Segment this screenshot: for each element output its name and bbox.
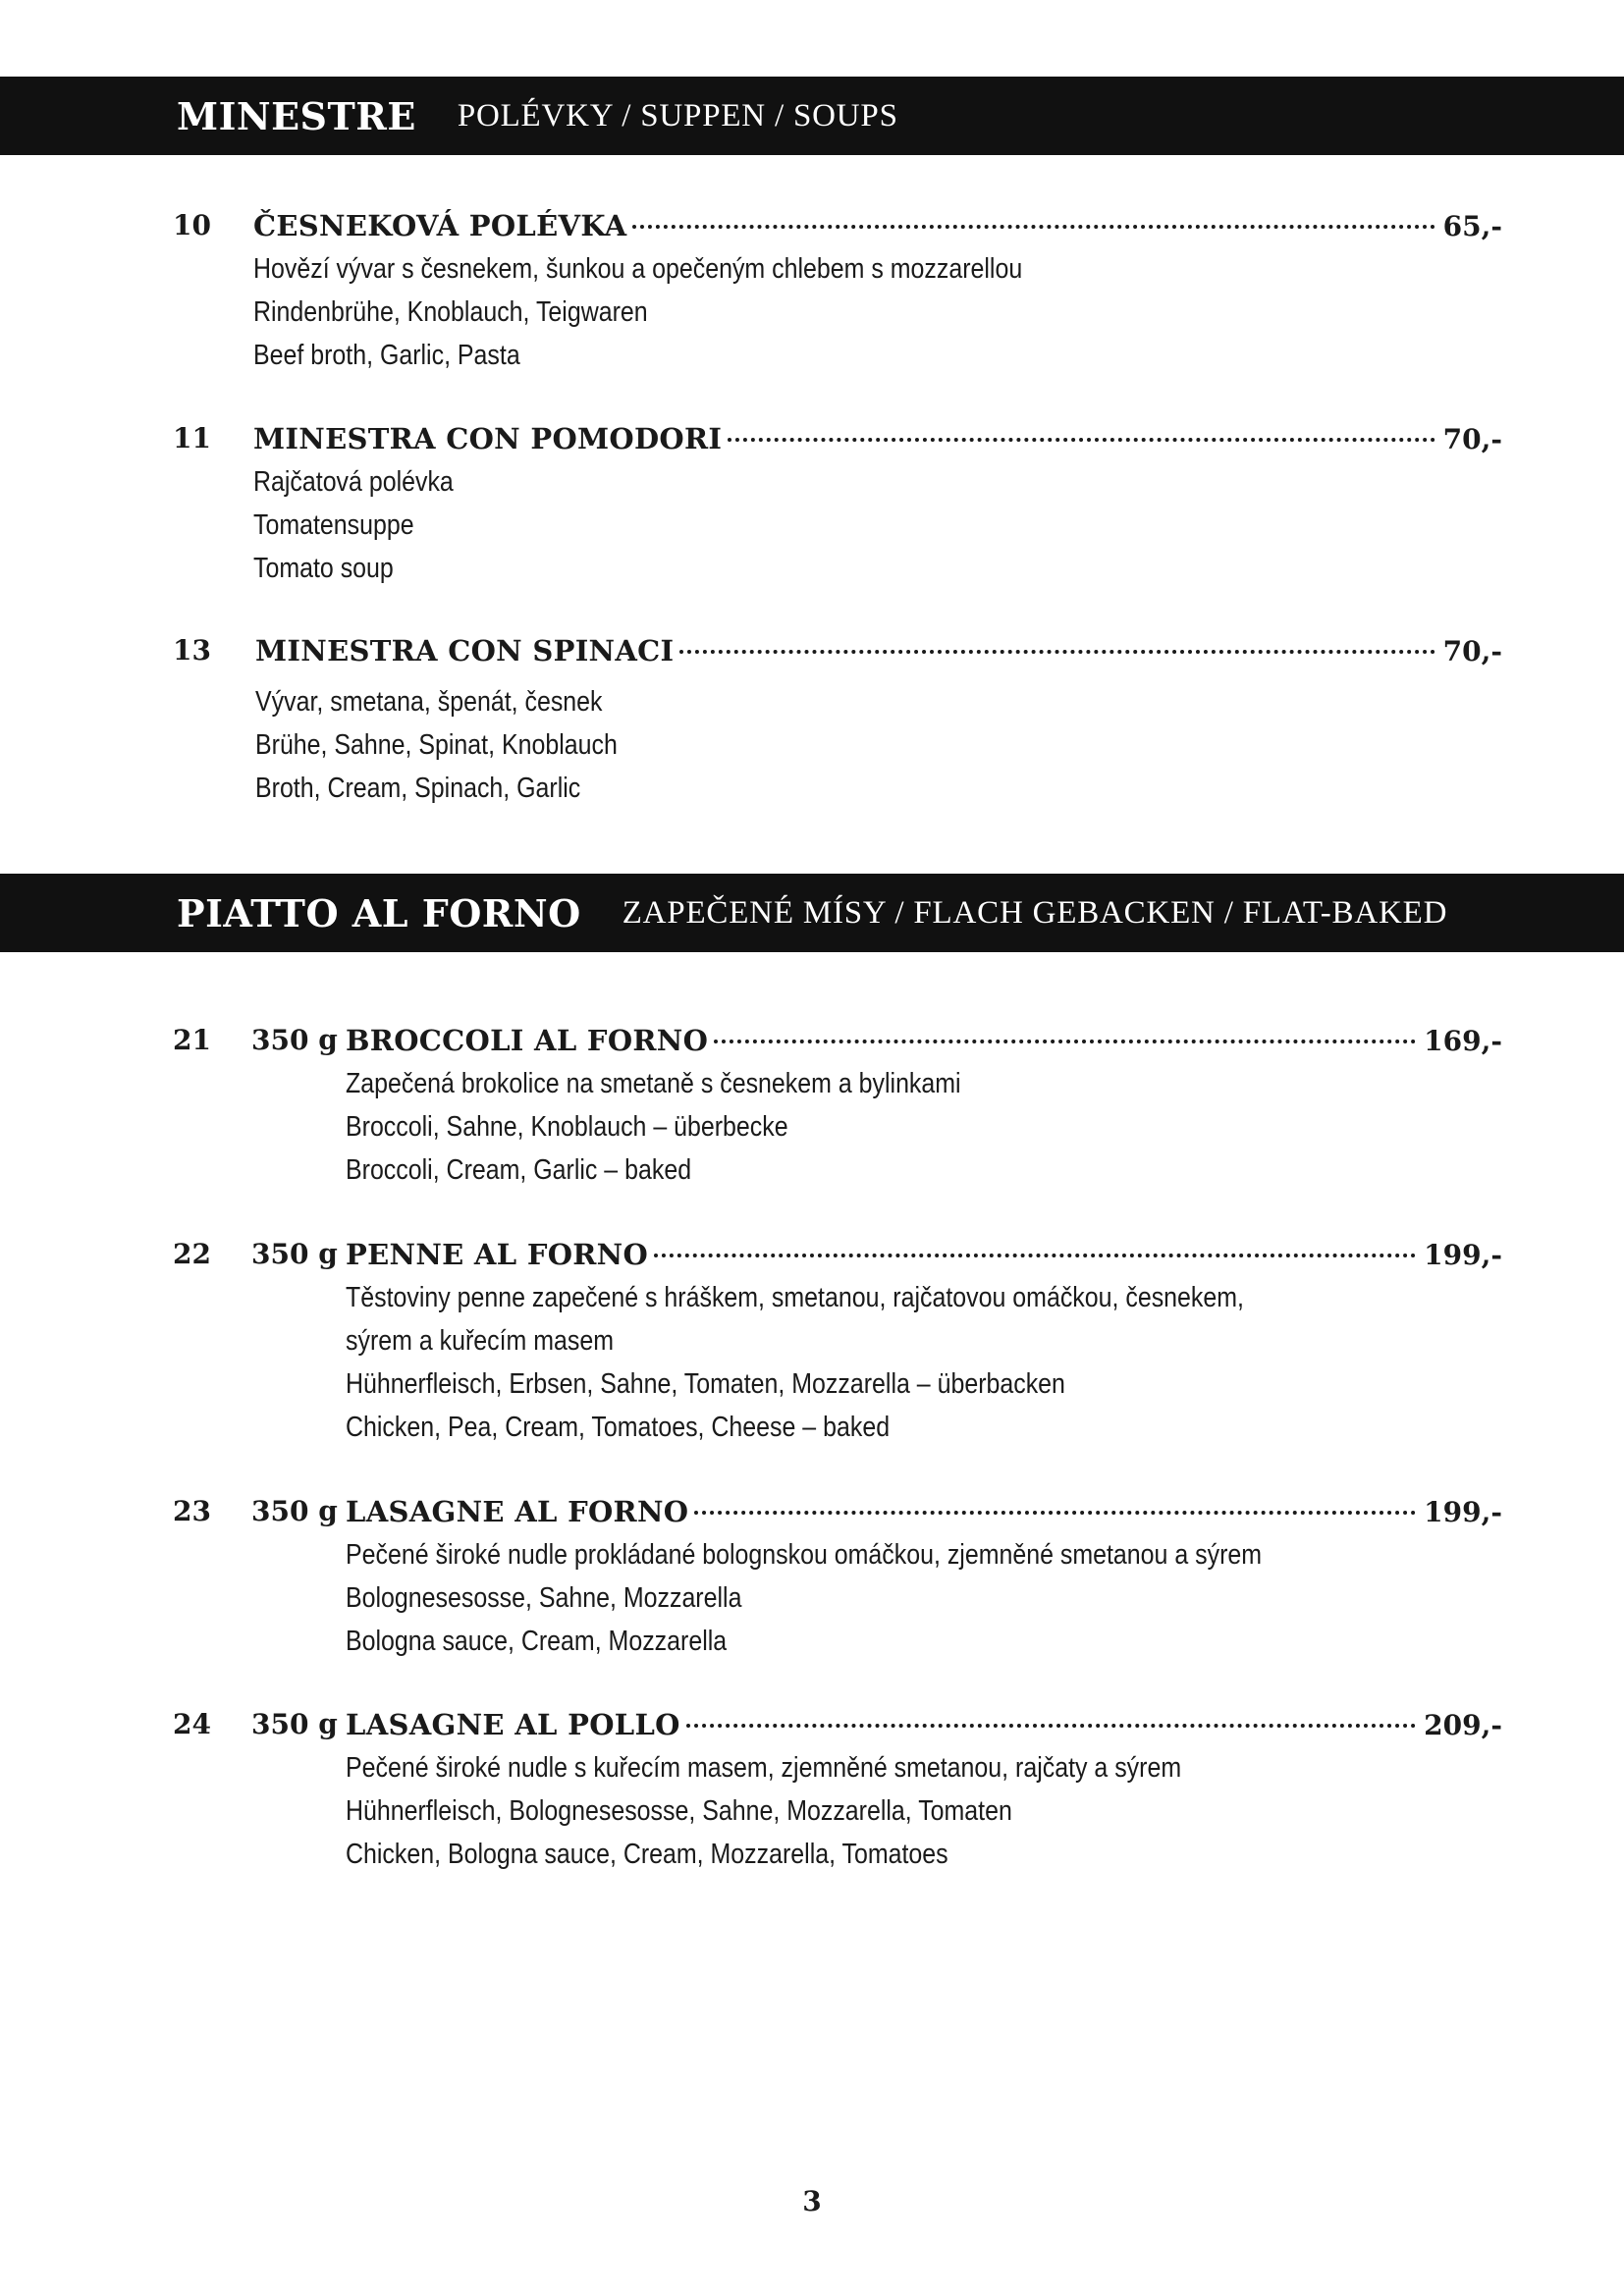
item-weight: 350 g [251,1495,338,1527]
item-name: LASAGNE AL FORNO [346,1495,689,1528]
description-line: Pečené široké nudle s kuřecím masem, zjemněné smetanou, rajčaty a sýrem [346,1752,1182,1784]
item-price: 199,- [1424,1496,1502,1528]
description-line: Hühnerfleisch, Bolognesesosse, Sahne, Mozzarella, Tomaten [346,1795,1012,1827]
item-head [346,1233,1502,1277]
description-line: Těstoviny penne zapečené s hráškem, smetanou, rajčatovou omáčkou, česnekem, [346,1282,1244,1313]
item-name: MINESTRA CON SPINACI [255,634,675,667]
description-line: Vývar, smetana, špenát, česnek [255,686,603,718]
description-line: Broccoli, Cream, Garlic – baked [346,1154,692,1186]
description-line: Bologna sauce, Cream, Mozzarella [346,1626,728,1657]
description-line: Tomato soup [253,553,394,584]
dot-leader [632,225,1435,229]
item-number: 10 [173,209,211,241]
page-number: 3 [802,2185,822,2217]
description-line: Bolognesesosse, Sahne, Mozzarella [346,1582,742,1614]
description-line: Rindenbrühe, Knoblauch, Teigwaren [253,296,648,328]
item-price: 70,- [1442,635,1502,667]
description-line: Hühnerfleisch, Erbsen, Sahne, Tomaten, Mozzarella – überbacken [346,1368,1065,1400]
item-number: 24 [173,1708,211,1740]
description-line: Broth, Cream, Spinach, Garlic [255,773,581,804]
item-name: MINESTRA CON POMODORI [253,422,723,455]
item-head [253,204,1502,248]
description-line: sýrem a kuřecím masem [346,1325,615,1357]
item-name: ČESNEKOVÁ POLÉVKA [253,209,627,242]
item-description [346,1062,961,1192]
dot-leader [694,1511,1416,1515]
item-price: 65,- [1442,210,1502,242]
description-line: Chicken, Bologna sauce, Cream, Mozzarella, Tomatoes [346,1839,948,1870]
dot-leader [728,438,1435,442]
dot-leader [686,1724,1416,1728]
item-price: 70,- [1442,423,1502,455]
item-name: BROCCOLI AL FORNO [346,1024,709,1057]
section-subtitle: POLÉVKY / SUPPEN / SOUPS [457,97,898,133]
section-header-flat-baked [0,874,1624,952]
description-line: Hovězí vývar s česnekem, šunkou a opečeným chlebem s mozzarellou [253,253,1023,285]
item-weight: 350 g [251,1238,338,1270]
description-line: Zapečená brokolice na smetaně s česnekem a bylinkami [346,1068,961,1099]
description-line: Rajčatová polévka [253,466,454,498]
item-number: 23 [173,1495,211,1527]
item-description [346,1746,1181,1876]
item-description [253,460,454,590]
section-subtitle: ZAPEČENÉ MÍSY / FLACH GEBACKEN / FLAT-BAKED [622,894,1448,931]
section-title: PIATTO AL FORNO [177,890,581,935]
item-number: 21 [173,1024,211,1056]
item-head [253,417,1502,461]
item-weight: 350 g [251,1024,338,1056]
item-head [346,1703,1502,1747]
description-line: Beef broth, Garlic, Pasta [253,340,520,371]
item-description [255,680,618,810]
dot-leader [654,1254,1416,1257]
item-description [253,247,1022,377]
item-number: 11 [173,422,211,454]
description-line: Brühe, Sahne, Spinat, Knoblauch [255,729,618,761]
item-price: 169,- [1424,1025,1502,1057]
item-weight: 350 g [251,1708,338,1740]
item-price: 199,- [1424,1239,1502,1271]
description-line: Chicken, Pea, Cream, Tomatoes, Cheese – baked [346,1412,891,1443]
dot-leader [714,1040,1416,1043]
description-line: Broccoli, Sahne, Knoblauch – überbecke [346,1111,788,1143]
item-number: 13 [173,634,211,667]
item-name: PENNE AL FORNO [346,1238,649,1271]
item-name: LASAGNE AL POLLO [346,1708,680,1741]
item-description [346,1533,1262,1663]
item-price: 209,- [1424,1709,1502,1741]
item-head [346,1490,1502,1534]
section-title: MINESTRE [177,93,416,138]
item-head [255,629,1502,673]
description-line: Tomatensuppe [253,509,414,541]
item-description [346,1276,1244,1449]
description-line: Pečené široké nudle prokládané bolognskou omáčkou, zjemněné smetanou a sýrem [346,1539,1263,1571]
item-head [346,1019,1502,1063]
dot-leader [679,650,1435,654]
item-number: 22 [173,1238,211,1270]
section-header-soups [0,77,1624,155]
